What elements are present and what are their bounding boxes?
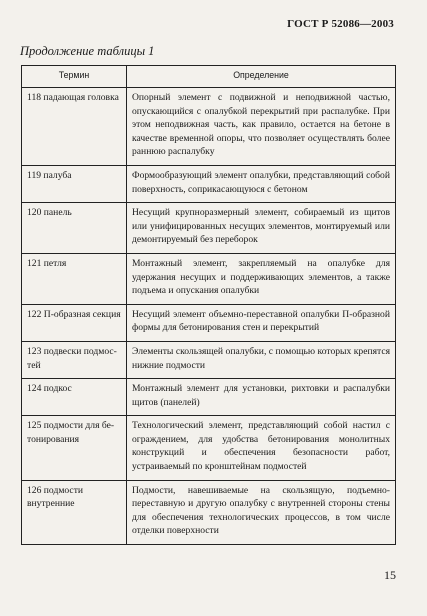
column-header-definition: Определение [127, 66, 396, 88]
term-cell: 126 подмости внутренние [22, 480, 127, 544]
definition-cell: Опорный элемент с подвижной и неподвижной частью, опускающийся с опалубкой перекрытий при распалубке. При этом неподвижная часть, как правило, остается на бетоне в качестве временной опоры, что позволяет осуществлять более раннюю распалубку [127, 88, 396, 166]
definition-cell: Элементы скользящей опалубки, с помощью которых крепятся нижние подмости [127, 341, 396, 378]
table-row [22, 304, 396, 341]
term-cell: 124 подкос [22, 379, 127, 416]
table-row [22, 416, 396, 480]
definition-cell: Формообразующий элемент опалубки, представляющий собой поверхность, соприкасающуюся с бетоном [127, 165, 396, 202]
term-cell: 122 П-образная секция [22, 304, 127, 341]
table-row [22, 341, 396, 378]
term-cell: 123 подвески подмостей [22, 341, 127, 378]
term-cell: 120 панель [22, 203, 127, 254]
table-row [22, 480, 396, 544]
document-code: ГОСТ Р 52086—2003 [287, 18, 394, 30]
table-caption: Продолжение таблицы 1 [20, 44, 155, 58]
table-row [22, 379, 396, 416]
definition-cell: Технологический элемент, представляющий собой настил с ограждением, для удобства бетонирования монолитных конструкций и обеспечения безопасности работ, устраиваемый по кронштейнам подмостей [127, 416, 396, 480]
table-header-row [22, 66, 396, 88]
definition-cell: Несущий элемент объемно-переставной опалубки П-образной формы для бетонирования стен и перекрытий [127, 304, 396, 341]
definition-cell: Монтажный элемент для установки, рихтовки и распалубки щитов (панелей) [127, 379, 396, 416]
definition-cell: Подмости, навешиваемые на скользящую, подъемно-переставную и другую опалубку с внутренней стороны стены для обеспечения технологических процессов, в том числе отделки поверхности [127, 480, 396, 544]
definition-cell: Монтажный элемент, закрепляемый на опалубке для удержания несущих и поддерживающих элементов, а также подъема и опускания опалубки [127, 253, 396, 304]
term-cell: 118 падающая головка [22, 88, 127, 166]
table-row [22, 165, 396, 202]
term-cell: 125 подмости для бетонирования [22, 416, 127, 480]
table-row [22, 203, 396, 254]
table-row [22, 253, 396, 304]
definition-cell: Несущий крупноразмерный элемент, собираемый из щитов или унифицированных несущих элементов, монтируемый или демонтируемый без переборок [127, 203, 396, 254]
table-row [22, 88, 396, 166]
term-cell: 119 палуба [22, 165, 127, 202]
terms-table [21, 65, 396, 545]
column-header-term: Термин [22, 66, 127, 88]
page-number: 15 [384, 568, 396, 582]
term-cell: 121 петля [22, 253, 127, 304]
